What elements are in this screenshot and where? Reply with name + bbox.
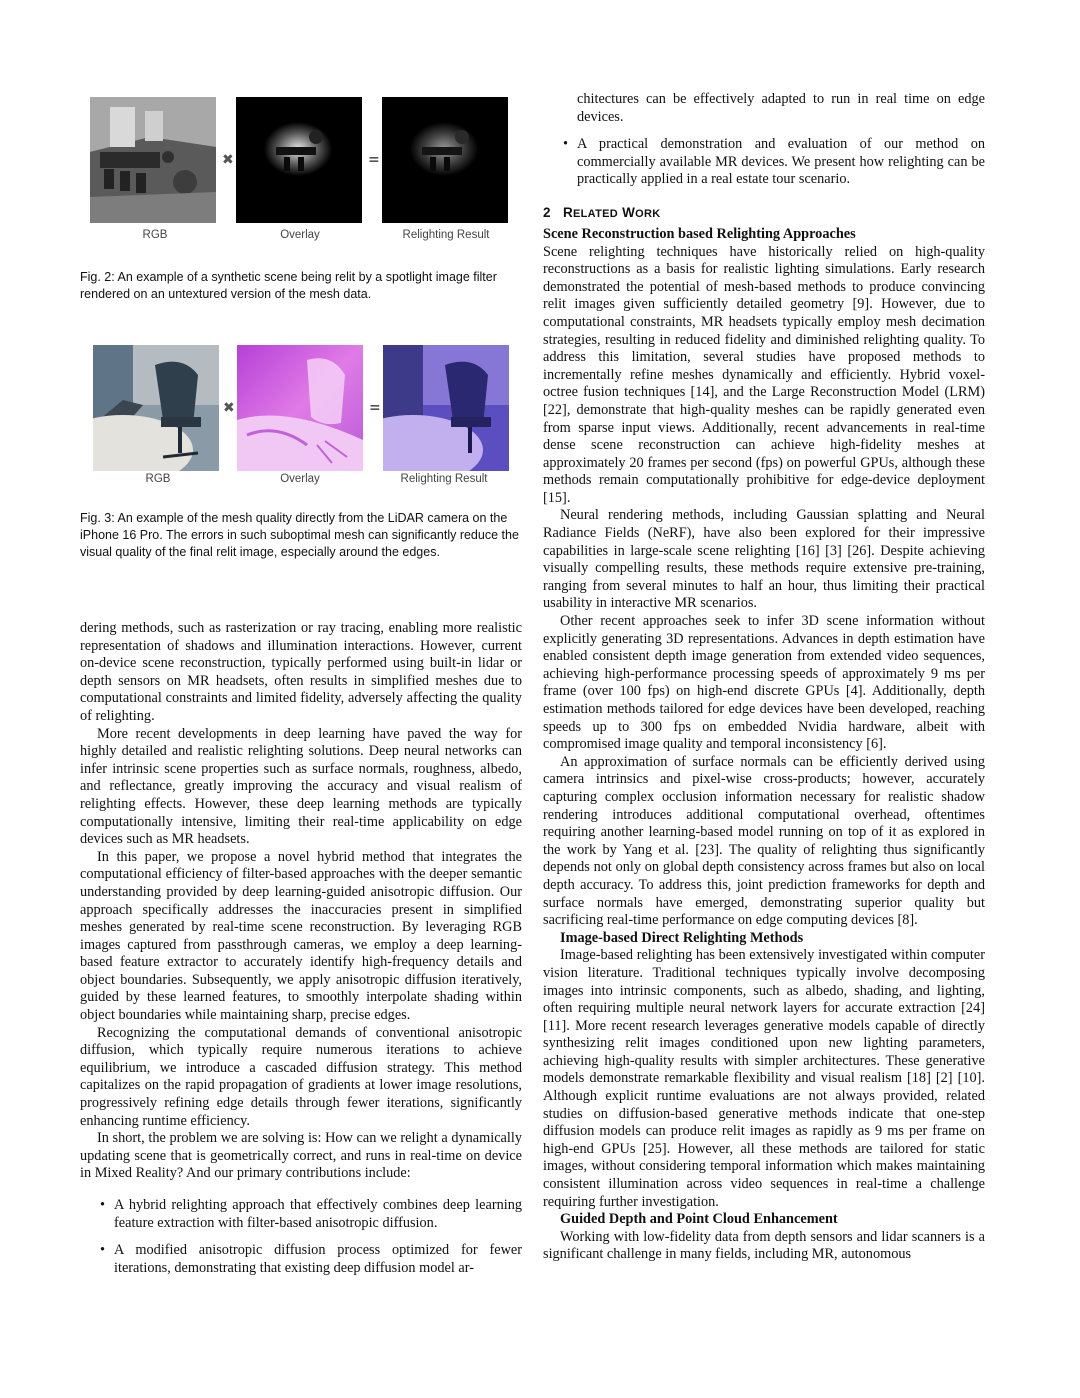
fig3-overlay-image [237, 345, 363, 471]
paragraph: dering methods, such as rasterization or ray tracing, enabling more realistic representation of shadows and illumination interactions. However, current on-device scene reconstruction, typically performed using built-in lidar or depth sensors on MR headsets, often results in simplified meshes due to computational constraints and limited fidelity, adversely affecting the quality of relighting. [80, 620, 522, 724]
paragraph: An approximation of surface normals can be efficiently derived using camera intrinsics and pixel-wise cross-products; however, accurately capturing complex occlusion information necessary for realistic shadow rendering introduces additional computational overhead, oftentimes requiring another learning-based model running on top of it as explored in the work by Yang et al. [23]. The quality of relighting thus significantly depends not only on global depth consistency across frames but also on local depth accuracy. To address this, joint prediction frameworks for depth and surface normals have emerged, demonstrating superior quality but sacrificing real-time performance on edge computing devices [8]. [543, 753, 985, 929]
list-item: • A hybrid relighting approach that effectively combines deep learning feature extraction with filter-based anisotropic diffusion. [100, 1197, 522, 1231]
figure-2 [80, 97, 522, 307]
list-item: chitectures can be effectively adapted to run in real time on edge devices. [577, 91, 985, 125]
fig3-result-image [383, 345, 509, 471]
fig3-rgb-image [93, 345, 219, 471]
contributions-list [80, 1197, 522, 1277]
paragraph: More recent developments in deep learning have paved the way for highly detailed and realistic relighting solutions. Deep neural networks can infer intrinsic scene properties such as surface normals, roughness, albedo, and reflectance, greatly improving the accuracy and visual realism of relighting effects. However, these deep learning methods are typically computationally intensive, limiting their real-time applicability on edge devices such as MR headsets. [80, 725, 522, 848]
fig2-label-rgb: RGB [142, 229, 168, 241]
multiply-icon: ✖ [222, 152, 234, 168]
contributions-list-cont [543, 91, 985, 189]
equals-icon: = [368, 152, 380, 168]
fig3-caption: Fig. 3: An example of the mesh quality directly from the LiDAR camera on the iPhone 16 Pro. The errors in such suboptimal mesh can significantly reduce the visual quality of the final relit image, especially around the edges. [80, 511, 519, 559]
section-heading: 2 RELATED WORK [543, 204, 661, 220]
fig2-overlay-image [236, 97, 362, 223]
paragraph: Image-based relighting has been extensively investigated within computer vision literature. Traditional techniques typically involve decomposing images into intrinsic components, such as albedo, shading, and lighting, often requiring multiple neural network layers for accurate extraction [24] [11]. More recent research leverages generative models capable of directly synthesizing relit images conditioned upon new lighting parameters, achieving high-quality results with simpler architectures. These generative models demonstrate remarkable flexibility and visual realism [18] [2] [10]. Although explicit runtime evaluations are not always provided, related studies on diffusion-based generative methods indicate that one-step diffusion models can produce relit images as rapidly as 9 ms per frame on high-end GPUs [25]. However, all these methods are tailored for static images, without considering temporal information which makes maintaining consistent illumination across video sequences in real-time a challenge requiring further investigation. [543, 947, 985, 1210]
fig2-result-image [382, 97, 508, 223]
fig3-label-overlay: Overlay [280, 473, 320, 485]
paragraph: Working with low-fidelity data from depth sensors and lidar scanners is a significant challenge in many fields, including MR, autonomous [543, 1228, 985, 1263]
list-item: • A modified anisotropic diffusion process optimized for fewer iterations, demonstrating that existing deep diffusion model ar- [100, 1242, 522, 1276]
list-item: • A practical demonstration and evaluation of our method on commercially available MR devices. We present how relighting can be practically applied in a real estate tour scenario. [563, 136, 985, 188]
fig3-label-result: Relighting Result [400, 473, 488, 485]
multiply-icon-2: ✖ [223, 400, 235, 416]
paragraph: Neural rendering methods, including Gaussian splatting and Neural Radiance Fields (NeRF), have also been explored for their impressive capabilities in large-scale scene relighting [16] [3] [26]. Despite achieving visually compelling results, these methods require extensive pre-training, ranging from several minutes to half an hour, thus limiting their practical usability in interactive MR scenarios. [543, 507, 985, 612]
subsection-heading: Scene Reconstruction based Relighting Approaches [543, 225, 856, 242]
figure-2-panels [90, 97, 520, 225]
left-body-text [80, 620, 522, 1277]
fig3-label-rgb: RGB [145, 473, 171, 485]
figure-3-panels [93, 345, 523, 473]
right-body-text [543, 91, 985, 1264]
subsection-heading: Image-based Direct Relighting Methods [560, 929, 804, 946]
paragraph: In this paper, we propose a novel hybrid method that integrates the computational efficiency of filter-based approaches with the deeper semantic understanding provided by deep learning-guided anisotropic diffusion. Our approach specifically addresses the inaccuracies present in simplified meshes generated by real-time scene reconstruction. By leveraging RGB images captured from passthrough cameras, we employ a deep learning-based feature extractor to accurately identify high-frequency details and object boundaries. Subsequently, we apply anisotropic diffusion iteratively, guided by these learned features, to smoothly interpolate shading within object boundaries while maintaining sharp, precise edges. [80, 848, 522, 1024]
paragraph: Recognizing the computational demands of conventional anisotropic diffusion, which typically require numerous iterations to achieve equilibrium, we introduce a cascaded diffusion strategy. This method capitalizes on the rapid propagation of gradients at lower image resolutions, progressively refining edge details through fewer iterations, significantly enhancing runtime efficiency. [80, 1024, 522, 1129]
paragraph: In short, the problem we are solving is: How can we relight a dynamically updating scene that is geometrically correct, and runs in real-time on device in Mixed Reality? And our primary contributions include: [80, 1130, 522, 1182]
fig2-rgb-image [90, 97, 216, 223]
subsection-heading: Guided Depth and Point Cloud Enhancement [560, 1211, 838, 1228]
fig2-label-result: Relighting Result [402, 229, 490, 241]
fig2-label-overlay: Overlay [280, 229, 320, 241]
fig2-caption: Fig. 2: An example of a synthetic scene being relit by a spotlight image filter rendered on an untextured version of the mesh data. [80, 270, 497, 301]
paragraph: Scene relighting techniques have historically relied on high-quality reconstructions as a basis for realistic lighting simulations. Early research demonstrated the potential of mesh-based methods to produce convincing relit images given sufficiently detailed geometry [9]. However, due to computational constraints, MR headsets typically employ mesh decimation strategies, resulting in reduced fidelity and diminished relighting quality. To address this limitation, several studies have proposed methods to incrementally refine meshes dynamically and efficiently. Hybrid voxel-octree fusion techniques [14], and the Large Reconstruction Model (LRM) [22], demonstrate that high-quality meshes can be rapidly generated even from sparse input views. Additionally, recent advancements in real-time dense scene reconstruction can achieve high-fidelity meshes at approximately 20 frames per second (fps) on powerful GPUs, although these methods remain computationally prohibitive for edge-device deployment [15]. [543, 243, 985, 506]
paragraph: Other recent approaches seek to infer 3D scene information without explicitly generating 3D representations. Advances in depth estimation have enabled consistent depth image generation from extended video sequences, achieving high-performance processing speeds of approximately 9 ms per frame (over 100 fps) on high-end discrete GPUs [4]. Additionally, depth estimation methods tailored for edge devices have been developed, reaching speeds up to 300 fps on embedded Nvidia hardware, albeit with compromised image quality and temporal inconsistency [6]. [543, 613, 985, 753]
equals-icon-2: = [369, 400, 381, 416]
figure-3 [80, 345, 522, 585]
